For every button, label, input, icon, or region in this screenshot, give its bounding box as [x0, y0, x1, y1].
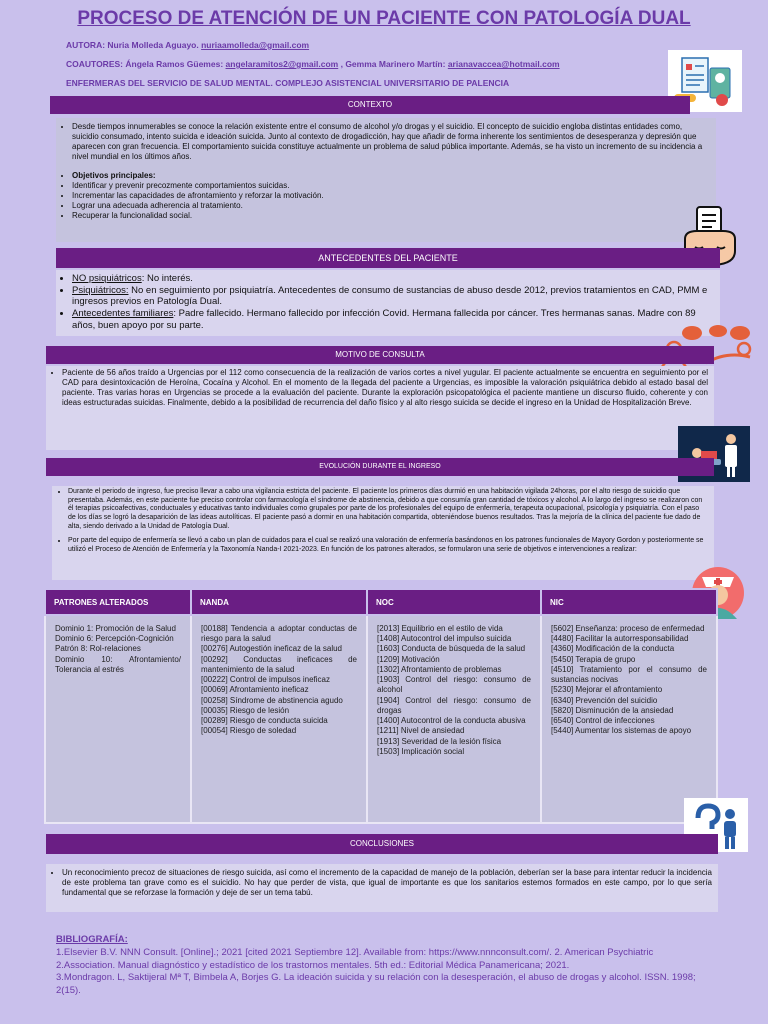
poster-title: PROCESO DE ATENCIÓN DE UN PACIENTE CON PATOLOGÍA DUAL	[77, 8, 691, 29]
conclusiones-text: • Un reconocimiento precoz de situaciones de riesgo suicida, así como el incremento de la capacidad de manejo de la población, deberían ser la base para intentar reducir la incidencia de este problema tan grave como es el suicidio. No hay que perder de vista, que igual de importante es que los sanitarios estemos formados en este campo, por lo que sería fundamental que se reforzase la formación y deje de ser un tema tabú.	[62, 868, 712, 898]
motivo-header: MOTIVO DE CONSULTA	[46, 346, 714, 364]
coautor2-name: , Gemma Marinero Martín:	[340, 59, 446, 69]
antecedentes-header: ANTECEDENTES DEL PACIENTE	[56, 248, 720, 268]
coautor2-email-link[interactable]: arianavaccea@hotmail.com	[447, 59, 560, 69]
nic-item: [5820] Disminución de la ansiedad	[551, 705, 674, 715]
evolucion-paragraph-1: • Durante el periodo de ingreso, fue preciso llevar a cabo una vigilancia estricta del paciente. El paciente los primeros días durmió en una habitación vigilada 24horas, por el alto riesgo de suicidio que presentaba. Además, en este paciente fue preciso controlar con farmacología el síndrome de abstinencia, debido a que consumía gran cantidad de tóxicos y alcohol. A lo largo del ingreso se realizaron con él terapias psicoafectivas, conductuales y educativas tanto individuales como grupales por parte de los profesionales del equipo de enfermería, terapeuta ocupacional, psicología y psiquiatría. Con el paso de los días se logró la desaparición de las ideas autolíticas. El paciente pasó a dormir en una habitación compartida, obteniéndose buenos resultados. Tras la mejoría de la clínica del paciente fue dado de alta, siendo derivado a la Unidad de Patología Dual.	[68, 488, 708, 531]
objective-item: • Recuperar la funcionalidad social.	[72, 211, 710, 221]
autora-email-link[interactable]: nuriaamolleda@gmail.com	[201, 40, 310, 50]
care-plan-table	[44, 588, 718, 824]
autora-label: AUTORA:	[66, 40, 106, 50]
antecedente-label: NO psiquiátricos	[72, 273, 142, 284]
noc-item: [2013] Equilibrio en el estilo de vida	[377, 624, 503, 633]
patron-item: Dominio 6: Percepción-Cognición	[55, 634, 174, 644]
nanda-item: [00054] Riesgo de soledad	[201, 726, 297, 736]
noc-cell	[367, 615, 541, 823]
objective-item: • Lograr una adecuada adherencia al tratamiento.	[72, 201, 710, 211]
antecedente-text: No en seguimiento por psiquiatría. Antecedentes de consumo de sustancias de abuso desde 2012, previos tratamientos en CAD, PMM e ingresos previos en Patología Dual.	[72, 284, 708, 308]
bibliography	[56, 934, 712, 998]
noc-item: [1903] Control del riesgo: consumo de alcohol	[377, 675, 531, 695]
noc-item: [1302] Afrontamiento de problemas	[377, 664, 502, 674]
noc-item: [1603] Conducta de búsqueda de la salud	[377, 644, 526, 654]
nanda-item: [00289] Riesgo de conducta suicida	[201, 716, 328, 726]
care-table-header-row	[45, 589, 717, 615]
antecedente-text: : No interés.	[141, 273, 193, 284]
patrones-cell	[45, 615, 191, 823]
column-header: NANDA	[191, 589, 367, 615]
nic-item: [5440] Aumentar los sistemas de apoyo	[551, 726, 692, 736]
nic-item: [4480] Facilitar la autorresponsabilidad	[551, 634, 689, 644]
nic-item: [4360] Modificación de la conducta	[551, 644, 675, 654]
objective-item: • Incrementar las capacidades de afrontamiento y reforzar la motivación.	[72, 191, 710, 201]
nic-item: [5602] Enseñanza: proceso de enfermedad	[551, 624, 705, 633]
noc-item: [1408] Autocontrol del impulso suicida	[377, 634, 512, 644]
contexto-paragraph: • Desde tiempos innumerables se conoce la relación existente entre el consumo de alcohol y/o drogas y el suicidio. El concepto de suicidio engloba distintas entidades como, suicidio consumado, intento suicida e ideación suicida. Junto al contexto de drogadicción, hay que añadir de forma inherente los sentimientos de desesperanza y depresión que aparecen con gran frecuencia. El comportamiento suicida constituye actualmente un problema de salud pública importante. Además, se ha visto un incremento de su incidencia a nivel mundial en los últimos años.	[72, 122, 710, 162]
antecedente-label: Psiquiátricos:	[72, 284, 129, 296]
conclusiones-box	[46, 864, 718, 912]
motivo-text: • Paciente de 56 años traído a Urgencias por el 112 como consecuencia de la realización de varios cortes a nivel yugular. El paciente actualmente se encuentra en seguimiento por el CAD para desintoxicación de Heroína, Cocaína y Alcohol. En el momento de la llegada del paciente a Urgencias, es imposible la valoración psiquiátrica debido al estado basal del paciente. Tras varias horas en Urgencias se procede a la evaluación del paciente. Durante la exploración psicopatológica el paciente mantiene un discurso fluido, coherente y con ideas estructuradas suicidas. Finalmente, debido a la posibilidad de recurrencia del daño físico y al alto riesgo suicida se decide el ingreso en la Unidad de Hospitalización Breve.	[62, 368, 708, 408]
noc-item: [1400] Autocontrol de la conducta abusiva	[377, 716, 526, 726]
nanda-item: [00188] Tendencia a adoptar conductas de riesgo para la salud	[201, 624, 357, 644]
autora-name: Nuria Molleda Aguayo.	[107, 40, 199, 50]
bibliography-entry: 3.Mondragon. L, Saktijeral Mª T, Bimbela A, Borjes G. La ideación suicida y su relación con la desesperación, el abuso de drogas y alcohol. ISSN. 1998; 2(15).	[56, 972, 696, 997]
nic-cell	[541, 615, 717, 823]
nanda-item: [00035] Riesgo de lesión	[201, 705, 290, 715]
antecedente-item	[72, 285, 714, 308]
noc-item: [1211] Nivel de ansiedad	[377, 726, 465, 736]
evolucion-header: EVOLUCIÓN DURANTE EL INGRESO	[46, 458, 714, 476]
objectives-title: • Objetivos principales:	[72, 171, 710, 181]
nanda-item: [00276] Autogestión ineficaz de la salud	[201, 644, 342, 654]
antecedente-text: : Padre fallecido. Hermano fallecido por infección Covid. Hermana fallecida por cáncer. Tres hermanas sanas. Madre con 89 años, buen apoyo por su parte.	[72, 308, 696, 331]
nic-item: [5230] Mejorar el afrontamiento	[551, 685, 663, 695]
column-header: NOC	[367, 589, 541, 615]
antecedente-label: Antecedentes familiares	[72, 308, 174, 320]
table-row	[45, 615, 717, 823]
nic-item: [4510] Tratamiento por el consumo de sustancias nocivas	[551, 664, 707, 685]
antecedente-item	[72, 308, 714, 331]
coautor1-name: Ángela Ramos Güemes:	[125, 59, 224, 69]
nanda-item: [00222] Control de impulsos ineficaz	[201, 675, 330, 685]
bibliography-entry: 1.Elsevier B.V. NNN Consult. [Online].; 2021 [cited 2021 Septiembre 12]. Available from: https://www.nnnconsult.com/. 2. American Psychiatric 2.Association. Manual diagnóstico y estadístico de los trastornos mentales. 5th ed.: Editorial Médica Panamericana; 2021.	[56, 946, 654, 971]
authors-line	[66, 40, 309, 50]
column-header: NIC	[541, 589, 717, 615]
coautores-label: COAUTORES:	[66, 59, 123, 69]
noc-item: [1904] Control del riesgo: consumo de drogas	[377, 695, 531, 715]
bibliography-title: BIBLIOGRAFÍA:	[56, 934, 128, 945]
patron-item: Patrón 8: Rol-relaciones	[55, 644, 141, 654]
column-header: PATRONES ALTERADOS	[45, 589, 191, 615]
evolucion-paragraph-2: • Por parte del equipo de enfermería se llevó a cabo un plan de cuidados para el cual se realizó una valoración de enfermería basándonos en los patrones funcionales de Mayory Gordon y posteriormente se utilizó el Proceso de Atención de Enfermería y la Taxonomía Nanda-I 2021-2023. En función de los patrones alterados, se formularon una serie de objetivos e intervenciones a realizar:	[68, 537, 708, 554]
nic-item: [5450] Terapia de grupo	[551, 654, 636, 664]
conclusiones-header: CONCLUSIONES	[46, 834, 718, 854]
nanda-item: [00292] Conductas ineficaces de mantenimiento de la salud	[201, 654, 357, 674]
nanda-item: [00069] Afrontamiento ineficaz	[201, 685, 309, 695]
patron-item: Dominio 1: Promoción de la Salud	[55, 624, 176, 633]
motivo-box	[46, 366, 714, 450]
nic-item: [6540] Control de infecciones	[551, 716, 655, 726]
antecedente-item	[72, 273, 714, 285]
contexto-header: CONTEXTO	[50, 96, 690, 114]
noc-item: [1503] Implicación social	[377, 746, 465, 756]
contexto-box	[56, 118, 716, 242]
antecedentes-box	[56, 270, 720, 336]
evolucion-box	[52, 486, 714, 580]
coautor1-email-link[interactable]: angelaramitos2@gmail.com	[225, 59, 339, 69]
nanda-item: [00258] Síndrome de abstinencia agudo	[201, 695, 343, 705]
noc-item: [1209] Motivación	[377, 654, 440, 664]
coauthors-line	[66, 59, 560, 69]
nanda-cell	[191, 615, 367, 823]
nic-item: [6340] Prevención del suicidio	[551, 695, 658, 705]
affiliation: ENFERMERAS DEL SERVICIO DE SALUD MENTAL. COMPLEJO ASISTENCIAL UNIVERSITARIO DE PALENCIA	[66, 78, 510, 88]
objective-item: • Identificar y prevenir precozmente comportamientos suicidas.	[72, 181, 710, 191]
patron-item: Dominio 10: Afrontamiento/ Tolerancia al estrés	[55, 654, 181, 674]
noc-item: [1913] Severidad de la lesión física	[377, 736, 502, 746]
